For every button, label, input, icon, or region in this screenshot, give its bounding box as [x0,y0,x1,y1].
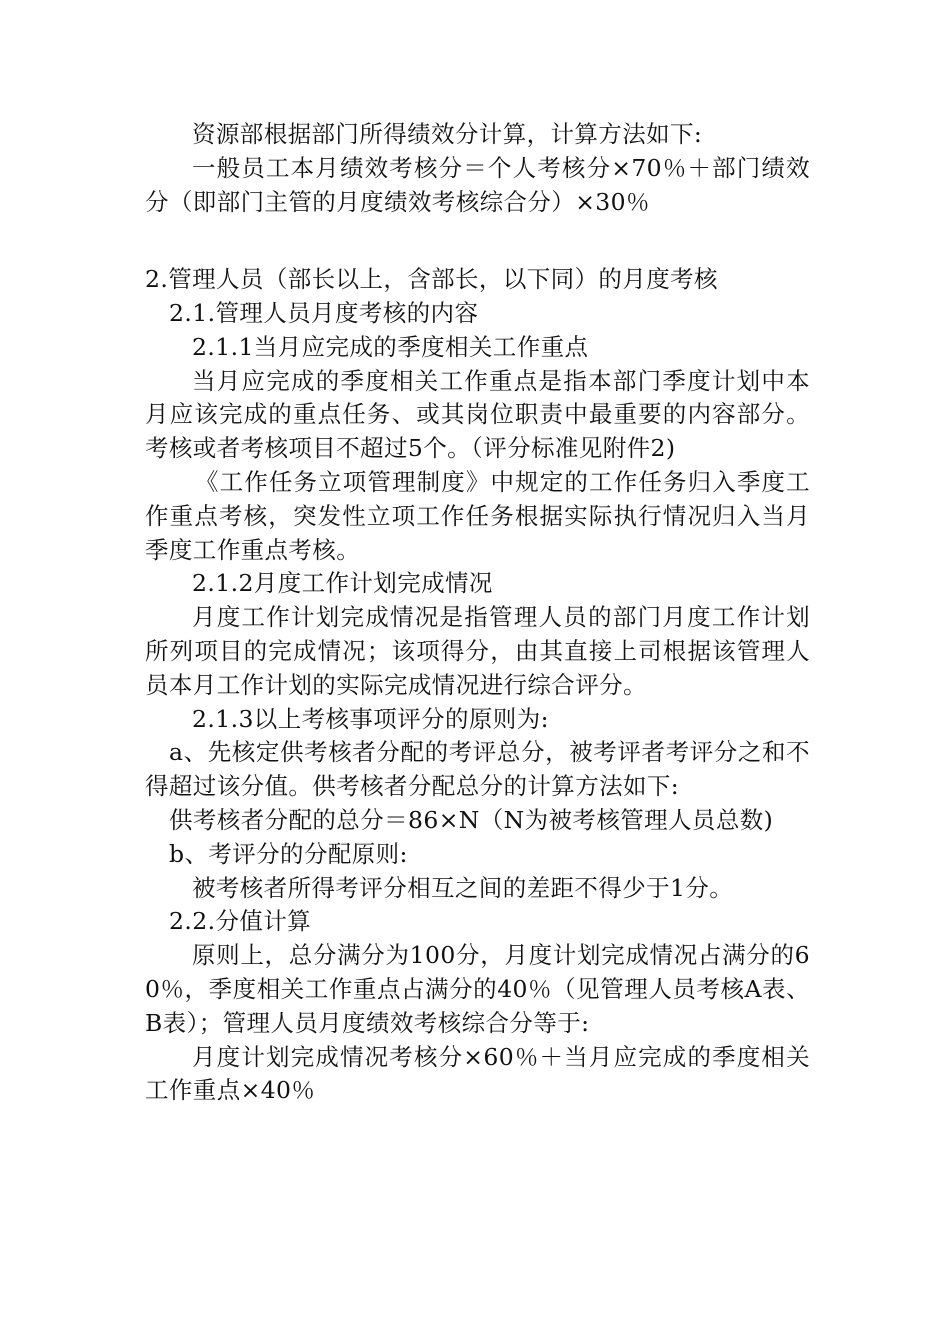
blank-line [145,219,810,253]
paragraph-principle-b: b、考评分的分配原则: [169,839,408,868]
paragraph-principle-a: a、先核定供考核者分配的考评总分，被考评者考评分之和不得超过该分值。供考核者分配总分的计算方法如下: [145,738,810,801]
paragraph-monthly-plan: 月度工作计划完成情况是指管理人员的部门月度工作计划所列项目的完成情况；该项得分，由其直接上司根据该管理人员本月工作计划的实际完成情况进行综合评分。 [145,603,810,699]
heading-section-2-1: 2.1.管理人员月度考核的内容 [169,298,479,327]
paragraph-total-formula: 供考核者分配的总分＝86×N（N为被考核管理人员总数) [169,805,774,834]
paragraph-calc-intro: 资源部根据部门所得绩效分计算，计算方法如下: [192,120,703,148]
heading-section-2: 2.管理人员（部长以上，含部长，以下同）的月度考核 [145,265,718,294]
heading-section-2-1-1: 2.1.1当月应完成的季度相关工作重点 [192,332,589,361]
paragraph-score-gap: 被考核者所得考评分相互之间的差距不得少于1分。 [192,873,734,902]
paragraph-employee-formula: 一般员工本月绩效考核分＝个人考核分×70％＋部门绩效分（即部门主管的月度绩效考核综合分）×30％ [145,153,810,216]
heading-section-2-2: 2.2.分值计算 [169,907,312,936]
heading-section-2-1-3: 2.1.3以上考核事项评分的原则为: [192,704,549,733]
heading-section-2-1-2: 2.1.2月度工作计划完成情况 [192,569,493,598]
paragraph-manager-formula: 月度计划完成情况考核分×60％＋当月应完成的季度相关工作重点×40％ [145,1042,810,1105]
document-body [145,118,810,1108]
paragraph-quarterly-focus: 当月应完成的季度相关工作重点是指本部门季度计划中本月应该完成的重点任务、或其岗位职责中最重要的内容部分。考核或者考核项目不超过5个。（评分标准见附件2) [145,366,810,463]
paragraph-score-rule: 原则上，总分满分为100分，月度计划完成情况占满分的60％，季度相关工作重点占满分的40％（见管理人员考核A表、B表）；管理人员月度绩效考核综合分等于: [145,941,810,1037]
paragraph-task-system: 《工作任务立项管理制度》中规定的工作任务归入季度工作重点考核，突发性立项工作任务根据实际执行情况归入当月季度工作重点考核。 [145,467,810,564]
